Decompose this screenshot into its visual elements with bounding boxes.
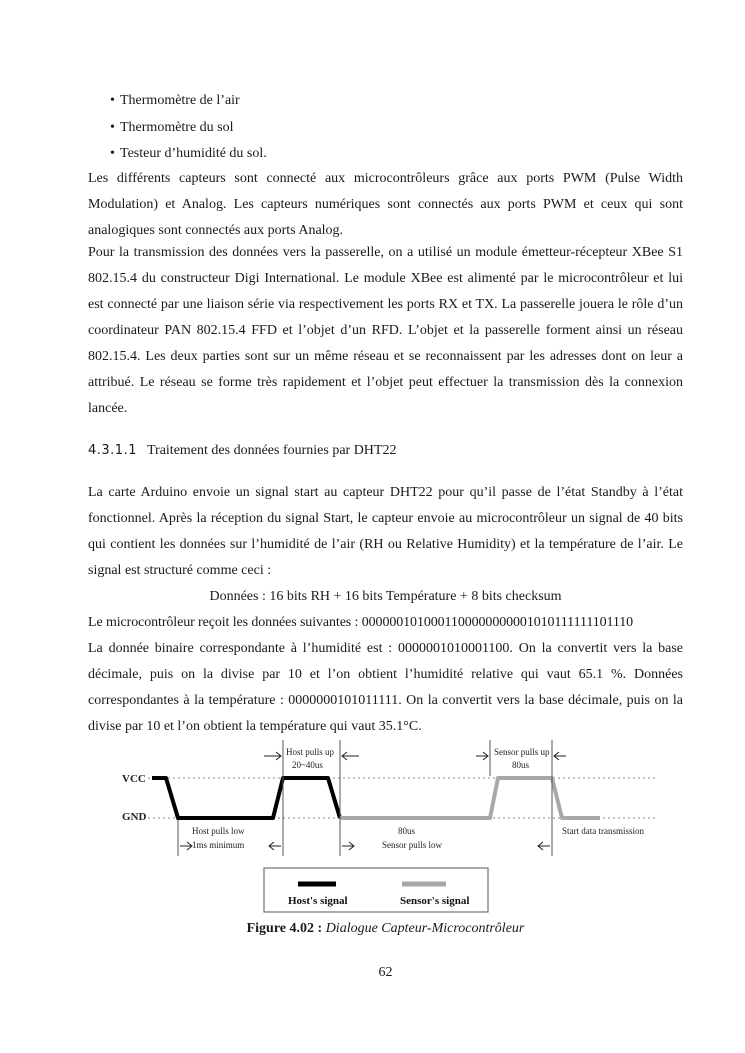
host-pulls-up-label: Host pulls up: [286, 747, 335, 757]
bullet-item: • Thermomètre de l’air: [88, 88, 688, 115]
arrow-icon: [538, 842, 550, 850]
start-data-label: Start data transmission: [562, 826, 644, 836]
arrow-icon: [264, 752, 281, 760]
sensor-pulls-up-time: 80us: [512, 760, 530, 770]
arduino-paragraph: La carte Arduino envoie un signal start au capteur DHT22 pour qu’il passe de l’état Standby à l’état fonctionnel. Après la réception du signal Start, le capteur envoie au microcontrôleur un signal de 40 bits qui contient les données sur l’humidité de l’air (RH ou Relative Humidity) et la température de l’air. Le signal est structuré comme ceci :: [88, 485, 683, 578]
vcc-label: VCC: [122, 773, 146, 785]
timing-diagram: [100, 738, 660, 916]
page-number: 62: [378, 965, 393, 980]
gnd-label: GND: [122, 811, 147, 823]
received-data-line: Le microcontrôleur reçoit les données suivantes : 0000001010001100000000001010111111101110: [88, 615, 634, 630]
host-signal-trace: [152, 778, 340, 818]
sensors-paragraph: Les différents capteurs sont connecté aux microcontrôleurs grâce aux ports PWM (Pulse Width Modulation) et Analog. Les capteurs numériques sont connectés aux ports PWM et ceux qui sont analogiques sont connectés aux ports Analog.: [88, 171, 683, 238]
section-title: Traitement des données fournies par DHT22: [146, 443, 397, 458]
arrow-icon: [269, 842, 281, 850]
bullet-item: • Testeur d’humidité du sol.: [88, 141, 688, 168]
conversion-paragraph: La donnée binaire correspondante à l’humidité est : 0000001010001100. On la convertit vers la base décimale, puis on la divise par 10 et l’on obtient l’humidité relative qui vaut 65.1 %. Données correspondantes à la température : 0000000101011111. On la convertit vers la base décimale, puis on la divise par 10 et l’on obtient la température qui vaut 35.1°C.: [88, 641, 683, 734]
arrow-icon: [342, 842, 354, 850]
host-pulls-low-time: 1ms minimum: [192, 840, 245, 850]
sensor-signal-trace: [340, 778, 600, 818]
section-heading: [88, 440, 396, 462]
arrow-icon: [342, 752, 359, 760]
host-pulls-low-label: Host pulls low: [192, 826, 245, 836]
arrow-icon: [180, 842, 192, 850]
sensor-pulls-low-label: Sensor pulls low: [382, 840, 443, 850]
transmission-paragraph: Pour la transmission des données vers la passerelle, on a utilisé un module émetteur-récepteur XBee S1 802.15.4 du constructeur Digi International. Le module XBee est alimenté par le microcontrôleur et lui est connecté par une liaison série via respectivement les ports RX et TX. La passerelle jouera le rôle d’un coordinateur PAN 802.15.4 FFD et l’objet d’un RFD. L’objet et la passerelle forment ainsi un réseau 802.15.4. Les deux parties sont sur un même réseau et se reconnaissent par les adresses dont on leur a attribué. Le réseau se forme très rapidement et l’objet peut effectuer la transmission dès la connexion lancée.: [88, 245, 683, 416]
caption-label: Figure 4.02 :: [246, 921, 323, 936]
caption-title: Dialogue Capteur-Microcontrôleur: [325, 921, 525, 936]
arrow-icon: [476, 752, 488, 760]
arrow-icon: [554, 752, 566, 760]
data-format-line: Données : 16 bits RH + 16 bits Température + 8 bits checksum: [209, 589, 562, 604]
legend-host-label: Host's signal: [288, 895, 348, 907]
sensor-pulls-up-label: Sensor pulls up: [494, 747, 550, 757]
bullet-item: • Thermomètre du sol: [88, 115, 688, 142]
sensor-bullet-list: [88, 88, 688, 168]
section-number: 4.3.1.1: [88, 443, 137, 458]
sensor-pulls-low-time: 80us: [398, 826, 416, 836]
host-pulls-up-time: 20~40us: [292, 760, 323, 770]
figure-caption: [88, 918, 683, 940]
legend-sensor-label: Sensor's signal: [400, 895, 470, 907]
